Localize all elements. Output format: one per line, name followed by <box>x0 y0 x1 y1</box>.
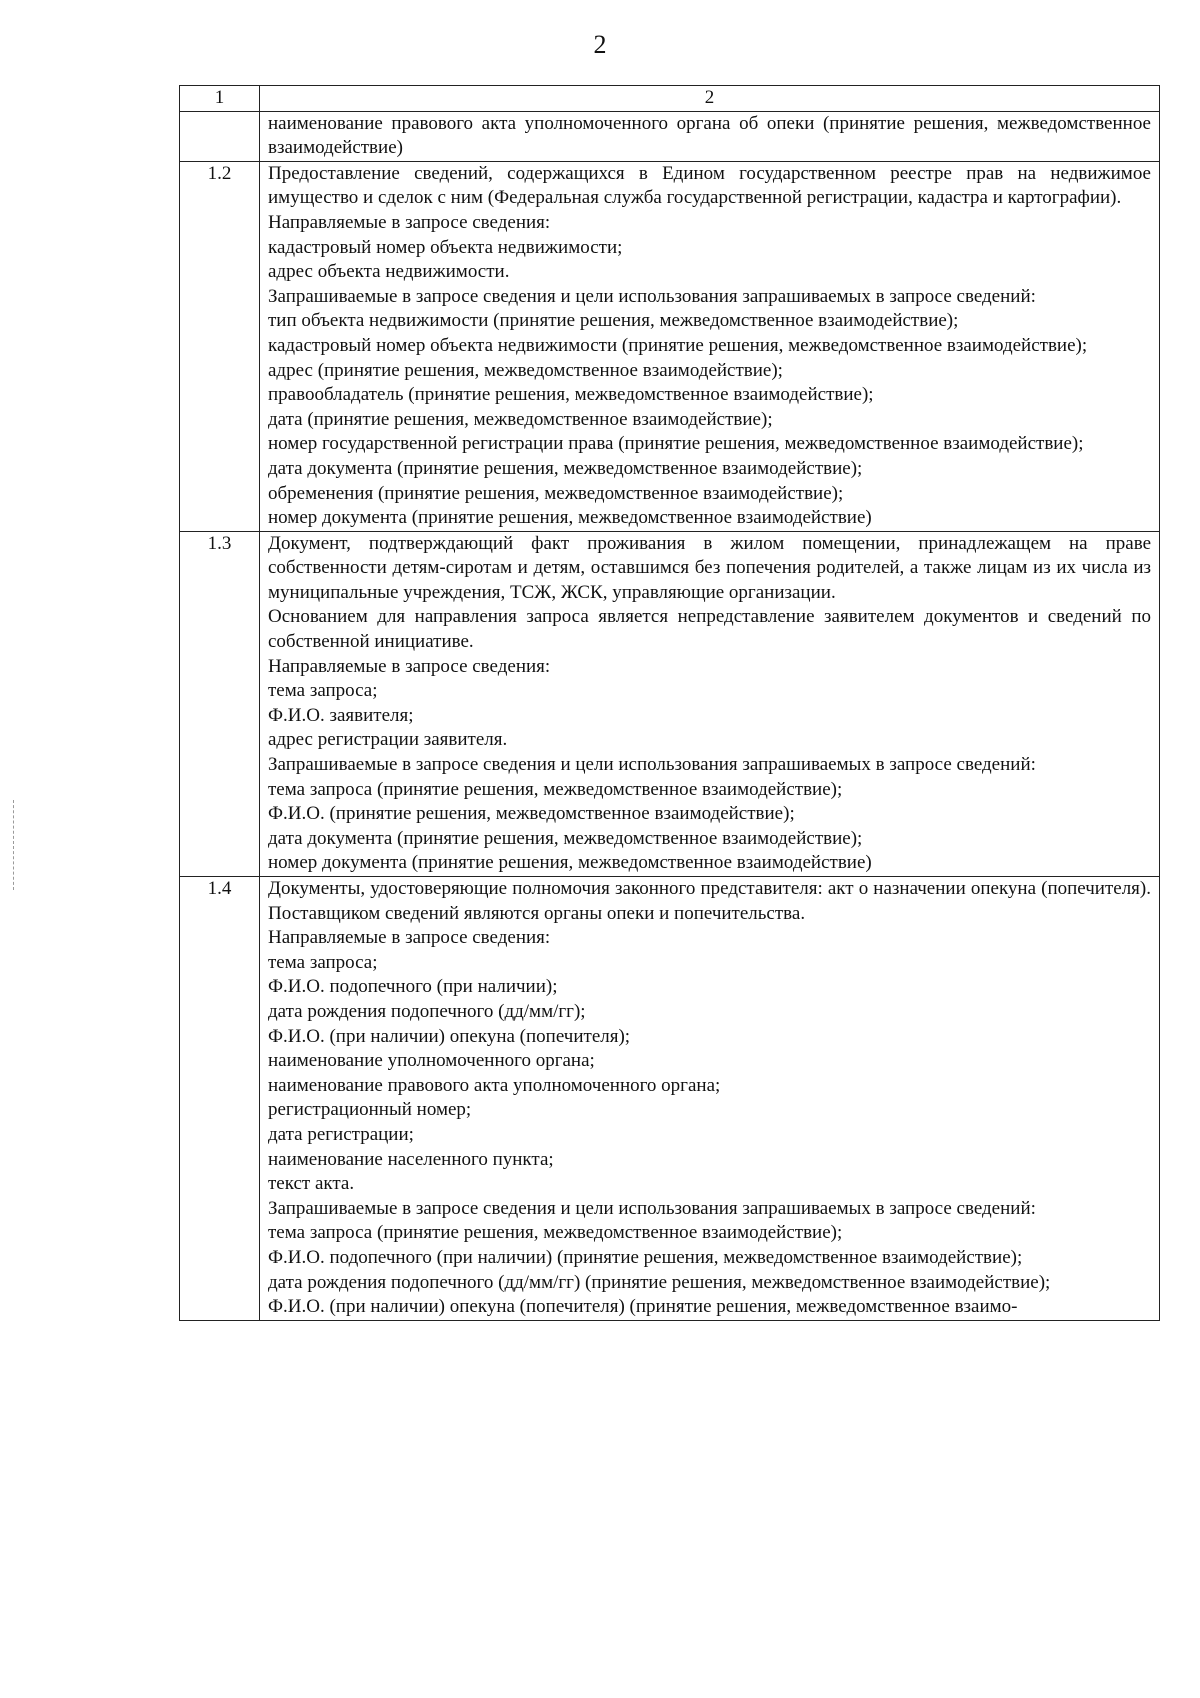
row-text <box>260 531 1160 876</box>
page-number: 2 <box>593 30 607 59</box>
column-number-1: 1 <box>180 86 260 112</box>
row-text-content: Предоставление сведений, содержащихся в Едином государственном реестре прав на недвижимое имущество и сделок с ним (Федеральная служба государственной регистрации, кадастра и картографии). Направляемые в запросе сведения: кадастровый номер объекта недвижимости; адрес объекта недвижимости. Запрашиваемые в запросе сведения и цели использования запрашиваемых в запросе сведений: тип объекта недвижимости (принятие решения, межведомственное взаимодействие); кадастровый номер объекта недвижимости (принятие решения, межведомственное взаимодействие); адрес (принятие решения, межведомственное взаимодействие); правообладатель (принятие решения, межведомственное взаимодействие); дата (принятие решения, межведомственное взаимодействие); номер государственной регистрации права (принятие решения, межведомственное взаимодействие); дата документа (принятие решения, межведомственное взаимодействие); обременения (принятие решения, межведомственное взаимодействие); номер документа (принятие решения, межведомственное взаимодействие) <box>268 162 1151 529</box>
row-text-content: Документы, удостоверяющие полномочия законного представителя: акт о назначении опекуна (попечителя). Поставщиком сведений являются органы опеки и попечительства. Направляемые в запросе сведения: тема запроса; Ф.И.О. подопечного (при наличии); дата рождения подопечного (дд/мм/гг); Ф.И.О. (при наличии) опекуна (попечителя); наименование уполномоченного органа; наименование правового акта уполномоченного органа; регистрационный номер; дата регистрации; наименование населенного пункта; текст акта. Запрашиваемые в запросе сведения и цели использования запрашиваемых в запросе сведений: тема запроса (принятие решения, межведомственное взаимодействие); Ф.И.О. подопечного (при наличии) (принятие решения, межведомственное взаимодействие); дата рождения подопечного (дд/мм/гг) (принятие решения, межведомственное взаимодействие); Ф.И.О. (при наличии) опекуна (попечителя) (принятие решения, межведомственное взаимо- <box>268 878 1151 1318</box>
table-row <box>180 161 1160 531</box>
row-text <box>260 161 1160 531</box>
row-number: 1.4 <box>180 877 260 1321</box>
column-number-2: 2 <box>260 86 1160 112</box>
table-row <box>180 531 1160 876</box>
row-number <box>180 111 260 161</box>
table-row <box>180 111 1160 161</box>
document-table <box>179 85 1160 1321</box>
table-row <box>180 877 1160 1321</box>
row-text <box>260 111 1160 161</box>
row-text <box>260 877 1160 1321</box>
table-header-row <box>180 86 1160 112</box>
scan-edge-mark <box>13 800 15 890</box>
row-text-content: Документ, подтверждающий факт проживания в жилом помещении, принадлежащем на праве собственности детям-сиротам и детям, оставшимся без попечения родителей, а также лицам из их числа из муниципальные учреждения, ТСЖ, ЖСК, управляющие организации. Основанием для направления запроса является непредставление заявителем документов и сведений по собственной инициативе. Направляемые в запросе сведения: тема запроса; Ф.И.О. заявителя; адрес регистрации заявителя. Запрашиваемые в запросе сведения и цели использования запрашиваемых в запросе сведений: тема запроса (принятие решения, межведомственное взаимодействие); Ф.И.О. (принятие решения, межведомственное взаимодействие); дата документа (принятие решения, межведомственное взаимодействие); номер документа (принятие решения, межведомственное взаимодействие) <box>268 532 1151 874</box>
row-text-content: наименование правового акта уполномоченного органа об опеки (принятие решения, межведомственное взаимодействие) <box>268 112 1151 159</box>
row-number: 1.3 <box>180 531 260 876</box>
row-number: 1.2 <box>180 161 260 531</box>
